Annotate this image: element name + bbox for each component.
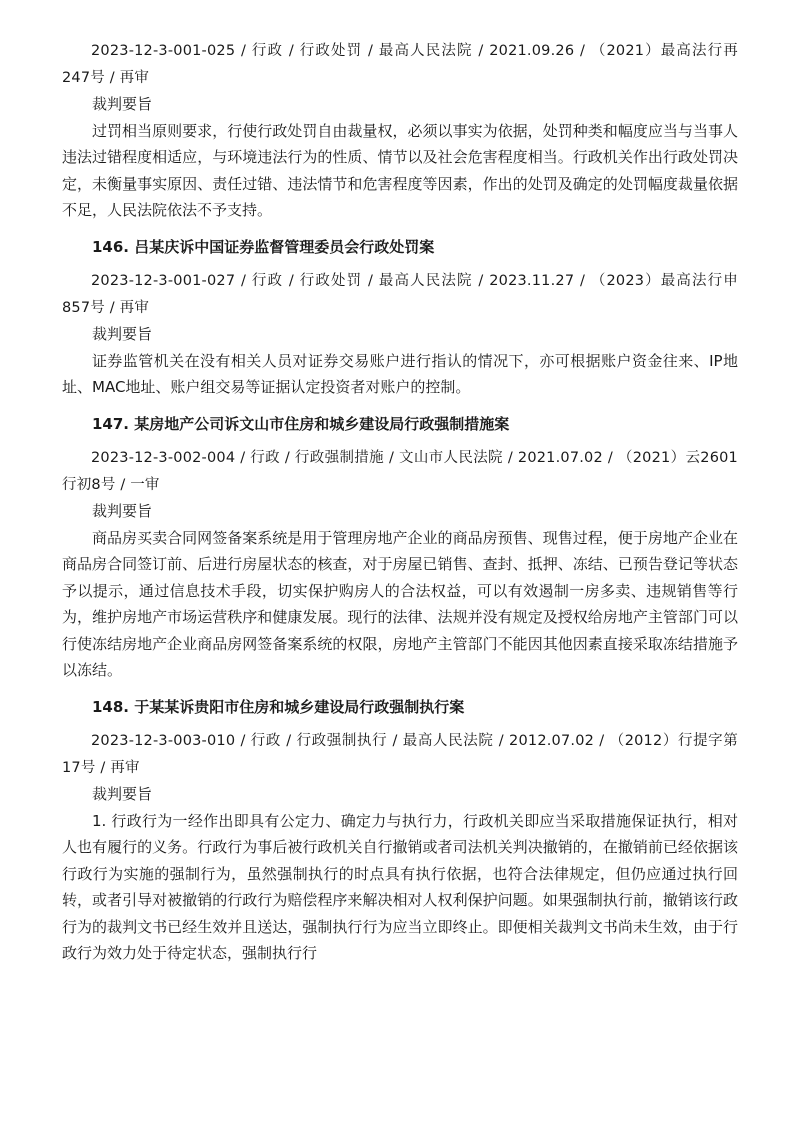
case-meta: 2023-12-3-001-027 / 行政 / 行政处罚 / 最高人民法院 / 2023.11.27 / （2023）最高法行申857号 / 再审 — [62, 273, 738, 316]
case-title: 147. 某房地产公司诉文山市住房和城乡建设局行政强制措施案 — [92, 414, 510, 433]
ruling-label: 裁判要旨 — [92, 785, 153, 803]
ruling-paragraph: 1. 行政行为一经作出即具有公定力、确定力与执行力，行政机关即应当采取措施保证执行，相对人也有履行的义务。行政行为事后被行政机关自行撤销或者司法机关判决撤销的，在撤销前已经依据该行政行为实施的强制行为，虽然强制执行的时点具有执行依据，也符合法律规定，但仍应通过执行回转，或者引导对被撤销的行政行为赔偿程序来解决相对人权利保护问题。如果强制执行前，撤销该行政行为的裁判文书已经生效并且送达，强制执行行为应当立即终止。即便相关裁判文书尚未生效，由于行政行为效力处于待定状态，强制执行行 — [62, 811, 738, 962]
ruling-paragraph: 过罚相当原则要求，行使行政处罚自由裁量权，必须以事实为依据，处罚种类和幅度应当与当事人违法过错程度相适应，与环境违法行为的性质、情节以及社会危害程度相当。行政机关作出行政处罚决定，未衡量事实原因、责任过错、违法情节和危害程度等因素，作出的处罚及确定的处罚幅度裁量依据不足，人民法院依法不予支持。 — [62, 121, 738, 219]
ruling-paragraph: 商品房买卖合同网签备案系统是用于管理房地产企业的商品房预售、现售过程，便于房地产企业在商品房合同签订前、后进行房屋状态的核查，对于房屋已销售、查封、抵押、冻结、已预告登记等状态予以提示，通过信息技术手段，切实保护购房人的合法权益，可以有效遏制一房多卖、违规销售等行为，维护房地产市场运营秩序和健康发展。现行的法律、法规并没有规定及授权给房地产主管部门可以行使冻结房地产企业商品房网签备案系统的权限，房地产主管部门不能因其他因素直接采取冻结措施予以冻结。 — [62, 528, 738, 679]
case-title: 146. 吕某庆诉中国证券监督管理委员会行政处罚案 — [92, 237, 435, 256]
ruling-label: 裁判要旨 — [92, 95, 153, 113]
document-page — [62, 38, 738, 967]
case-meta: 2023-12-3-001-025 / 行政 / 行政处罚 / 最高人民法院 / 2021.09.26 / （2021）最高法行再247号 / 再审 — [62, 43, 738, 86]
case-block-146 — [62, 234, 738, 401]
case-title: 148. 于某某诉贵阳市住房和城乡建设局行政强制执行案 — [92, 697, 465, 716]
case-meta: 2023-12-3-003-010 / 行政 / 行政强制执行 / 最高人民法院 / 2012.07.02 / （2012）行提字第17号 / 再审 — [62, 733, 738, 776]
case-block-147 — [62, 411, 738, 684]
case-block-148 — [62, 694, 738, 967]
ruling-label: 裁判要旨 — [92, 325, 153, 343]
ruling-label: 裁判要旨 — [92, 502, 153, 520]
case-block-145 — [62, 38, 738, 224]
case-meta: 2023-12-3-002-004 / 行政 / 行政强制措施 / 文山市人民法院 / 2021.07.02 / （2021）云2601行初8号 / 一审 — [62, 450, 738, 493]
ruling-paragraph: 证券监管机关在没有相关人员对证券交易账户进行指认的情况下，亦可根据账户资金往来、IP地址、MAC地址、账户组交易等证据认定投资者对账户的控制。 — [62, 351, 738, 396]
